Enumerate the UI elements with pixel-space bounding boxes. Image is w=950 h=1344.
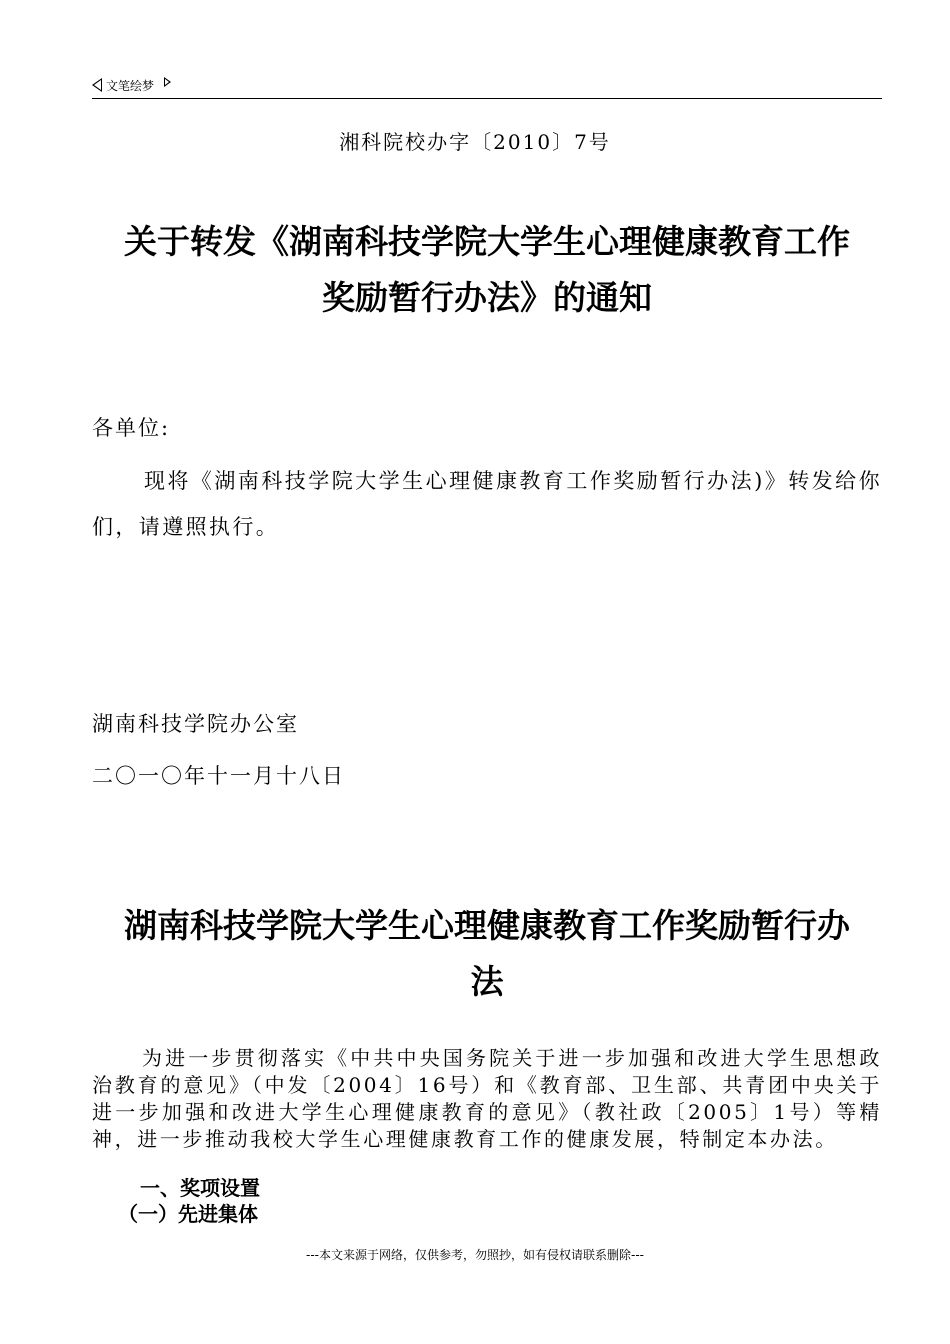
page-header bbox=[92, 74, 171, 96]
notice-title-line1: 关于转发《湖南科技学院大学生心理健康教育工作 bbox=[124, 222, 850, 261]
footer-disclaimer: ---本文来源于网络，仅供参考，勿照抄，如有侵权请联系删除--- bbox=[306, 1248, 644, 1262]
subsection-heading-advanced-collective: （一）先进集体 bbox=[118, 1202, 258, 1226]
header-brand: 文笔绘梦 bbox=[106, 78, 155, 93]
notice-title-line2: 奖励暂行办法》的通知 bbox=[322, 278, 652, 317]
measures-intro: 为进一步贯彻落实《中共中央国务院关于进一步加强和改进大学生思想政治教育的意见》（中发〔2004〕16号）和《教育部、卫生部、共青团中央关于进一步加强和改进大学生心理健康教育的意见》（教社政〔2005〕1号）等精神，进一步推动我校大学生心理健康教育工作的健康发展，特制定本办法。 bbox=[92, 1046, 882, 1151]
notice-body: 现将《湖南科技学院大学生心理健康教育工作奖励暂行办法)》转发给你们，请遵照执行。 bbox=[92, 469, 882, 539]
section-heading-awards: 一、奖项设置 bbox=[140, 1176, 260, 1200]
measures-title bbox=[92, 898, 882, 1010]
notice-title bbox=[92, 214, 882, 326]
signature-date: 二〇一〇年十一月十八日 bbox=[92, 764, 345, 788]
signature-organization: 湖南科技学院办公室 bbox=[92, 712, 299, 736]
triangle-right-icon bbox=[164, 77, 171, 87]
document-number: 湘科院校办字〔2010〕7号 bbox=[339, 130, 611, 154]
salutation: 各单位: bbox=[92, 416, 171, 440]
header-divider bbox=[92, 98, 882, 99]
measures-title-line1: 湖南科技学院大学生心理健康教育工作奖励暂行办 bbox=[124, 906, 850, 945]
measures-title-line2: 法 bbox=[470, 962, 504, 1001]
triangle-left-icon bbox=[92, 78, 102, 92]
